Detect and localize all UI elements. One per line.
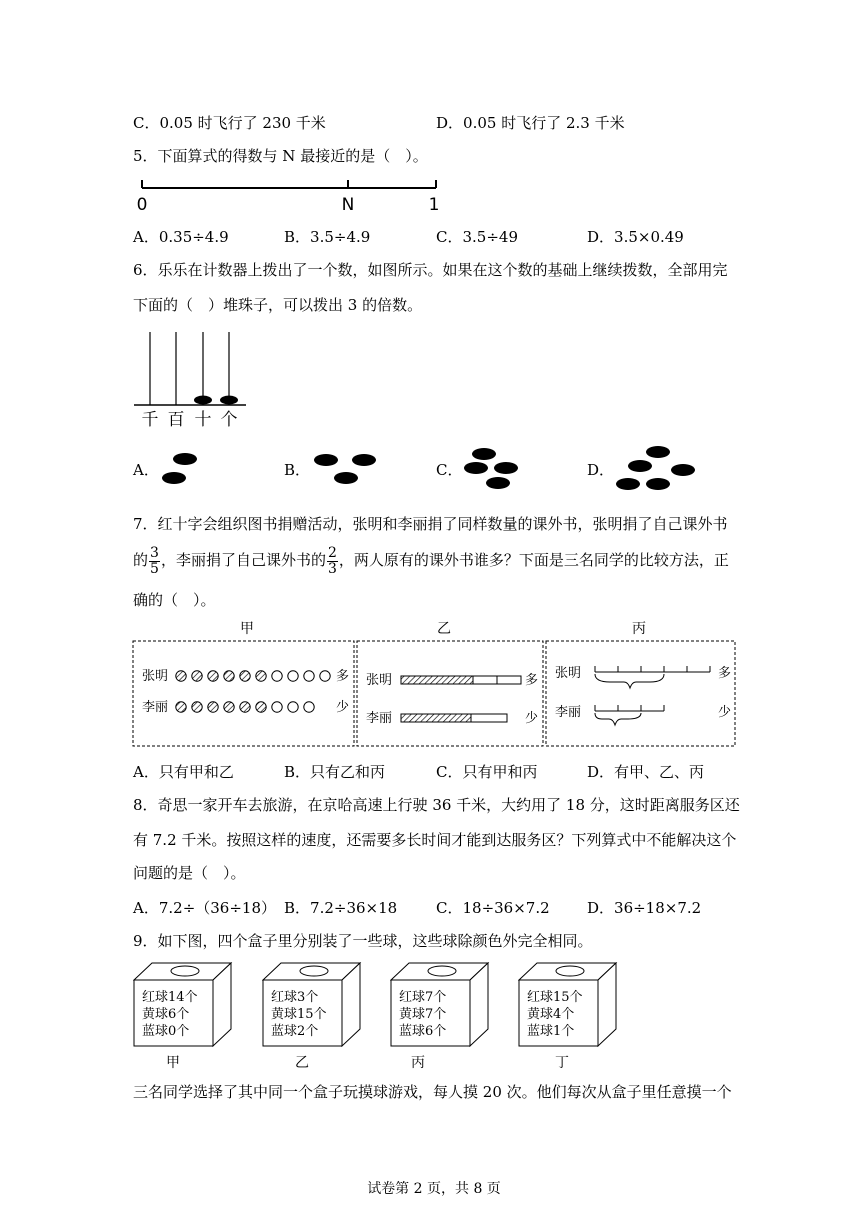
bing-label-lili: 李丽 — [555, 705, 582, 720]
number-line-label-n: N — [341, 195, 355, 214]
q6-option-d-letter: D． — [587, 461, 615, 479]
q8-line-3: 问题的是（ ）。 — [133, 864, 246, 882]
panel-jia — [133, 641, 354, 746]
jia-label-more: 多 — [336, 669, 350, 684]
q6-option-c-beads — [458, 444, 528, 492]
panel-title-jia: 甲 — [240, 621, 254, 637]
fraction-three-fifths: $\frac{3}{5}$ — [150, 544, 159, 577]
abacus-label-thousands: 千 — [141, 410, 159, 430]
bing-label-zhangming: 张明 — [555, 666, 582, 681]
q7-line-3: 确的（ ）。 — [133, 591, 216, 609]
box-bing-hole — [428, 966, 456, 976]
box-yi-contents: 红球3个 黄球15个 蓝球2个 — [271, 990, 327, 1039]
number-line-label-1: 1 — [428, 195, 440, 214]
box-jia-hole — [171, 966, 199, 976]
panel-title-bing: 丙 — [632, 621, 646, 637]
q6-option-a-letter: A． — [133, 461, 159, 479]
fraction-two-thirds: $\frac{2}{3}$ — [327, 544, 337, 577]
yi-label-zhangming: 张明 — [366, 673, 393, 688]
box-jia-label: 甲 — [166, 1055, 180, 1071]
box-ding-hole — [556, 966, 584, 976]
panel-yi — [357, 641, 543, 746]
abacus-bead-tens — [194, 396, 212, 405]
q9-tail: 三名同学选择了其中同一个盒子玩摸球游戏，每人摸 20 次。他们每次从盒子里任意摸一个 — [133, 1083, 732, 1101]
jia-label-lili: 李丽 — [142, 700, 169, 715]
q8-option-d: D．36÷18×7.2 — [587, 899, 702, 917]
abacus-figure — [130, 328, 250, 430]
abacus-label-tens: 十 — [194, 410, 212, 430]
box-yi-hole — [300, 966, 328, 976]
bing-lili-segment — [595, 705, 664, 725]
abacus-label-ones: 个 — [220, 410, 238, 430]
q8-option-c: C．18÷36×7.2 — [436, 899, 550, 917]
q4-option-c: C．0.05 时飞行了 230 千米 — [133, 114, 326, 132]
q5-stem: 5．下面算式的得数与 N 最接近的是（ ）。 — [133, 147, 428, 165]
q7-option-b: B．只有乙和丙 — [284, 763, 386, 781]
q8-line-1: 8．奇思一家开车去旅游，在京哈高速上行驶 36 千米，大约用了 18 分，这时距离服务区还 — [133, 796, 740, 814]
jia-lili-circles — [176, 702, 314, 712]
box-bing-contents: 红球7个 黄球7个 蓝球6个 — [399, 990, 447, 1039]
q6-option-b-beads — [306, 448, 386, 490]
q5-option-d: D．3.5×0.49 — [587, 228, 684, 246]
box-ding-contents: 红球15个 黄球4个 蓝球1个 — [527, 990, 583, 1039]
page-footer: 试卷第 2 页，共 8 页 — [367, 1181, 501, 1197]
q6-line-1: 6．乐乐在计数器上拨出了一个数，如图所示。如果在这个数的基础上继续拨数，全部用完 — [133, 261, 728, 279]
q7-option-a: A．只有甲和乙 — [133, 763, 234, 781]
box-ding-label: 丁 — [555, 1055, 569, 1071]
yi-label-less: 少 — [525, 711, 539, 726]
abacus-bead-ones — [220, 396, 238, 405]
yi-label-lili: 李丽 — [366, 711, 393, 726]
q6-option-c-letter: C． — [436, 461, 463, 479]
panel-title-yi: 乙 — [437, 621, 451, 637]
q6-option-d-beads — [608, 442, 700, 494]
q6-line-2: 下面的（ ）堆珠子，可以拨出 3 的倍数。 — [133, 296, 423, 314]
q7-comparison-figure — [128, 618, 742, 752]
bing-zhangming-segment — [595, 666, 710, 688]
q7-option-d: D．有甲、乙、丙 — [587, 763, 705, 781]
box-bing-label: 丙 — [411, 1055, 425, 1071]
jia-label-less: 少 — [336, 700, 350, 715]
q5-option-b: B．3.5÷4.9 — [284, 228, 371, 246]
q6-option-b-letter: B． — [284, 461, 311, 479]
bing-label-more: 多 — [718, 666, 732, 681]
number-line-label-0: 0 — [136, 195, 148, 214]
box-jia-contents: 红球14个 黄球6个 蓝球0个 — [142, 990, 198, 1039]
abacus-label-hundreds: 百 — [167, 410, 185, 430]
q4-option-d: D．0.05 时飞行了 2.3 千米 — [436, 114, 625, 132]
panel-bing — [546, 641, 735, 746]
q8-option-a: A．7.2÷（36÷18） — [133, 899, 276, 917]
jia-zhangming-circles — [176, 671, 330, 681]
q7-line-1: 7．红十字会组织图书捐赠活动，张明和李丽捐了同样数量的课外书，张明捐了自己课外书 — [133, 515, 728, 533]
box-yi-label: 乙 — [295, 1055, 309, 1071]
q5-option-a: A．0.35÷4.9 — [133, 228, 229, 246]
q9-stem: 9．如下图，四个盒子里分别装了一些球，这些球除颜色外完全相同。 — [133, 932, 593, 950]
q6-option-a-beads — [155, 448, 205, 490]
q7-line-2: 的 $\frac{3}{5}$ ，李丽捐了自己课外书的 $\frac{2}{3}$ ，两人原有的课外书谁多？下面是三名同学的比较方法，正 — [133, 544, 729, 577]
yi-label-more: 多 — [525, 673, 539, 688]
q5-option-c: C．3.5÷49 — [436, 228, 518, 246]
bing-label-less: 少 — [718, 705, 732, 720]
number-line-figure — [130, 176, 450, 214]
q8-option-b: B．7.2÷36×18 — [284, 899, 398, 917]
q8-line-2: 有 7.2 千米。按照这样的速度，还需要多长时间才能到达服务区？下列算式中不能解决这个 — [133, 831, 737, 849]
q7-option-c: C．只有甲和丙 — [436, 763, 538, 781]
jia-label-zhangming: 张明 — [142, 669, 169, 684]
